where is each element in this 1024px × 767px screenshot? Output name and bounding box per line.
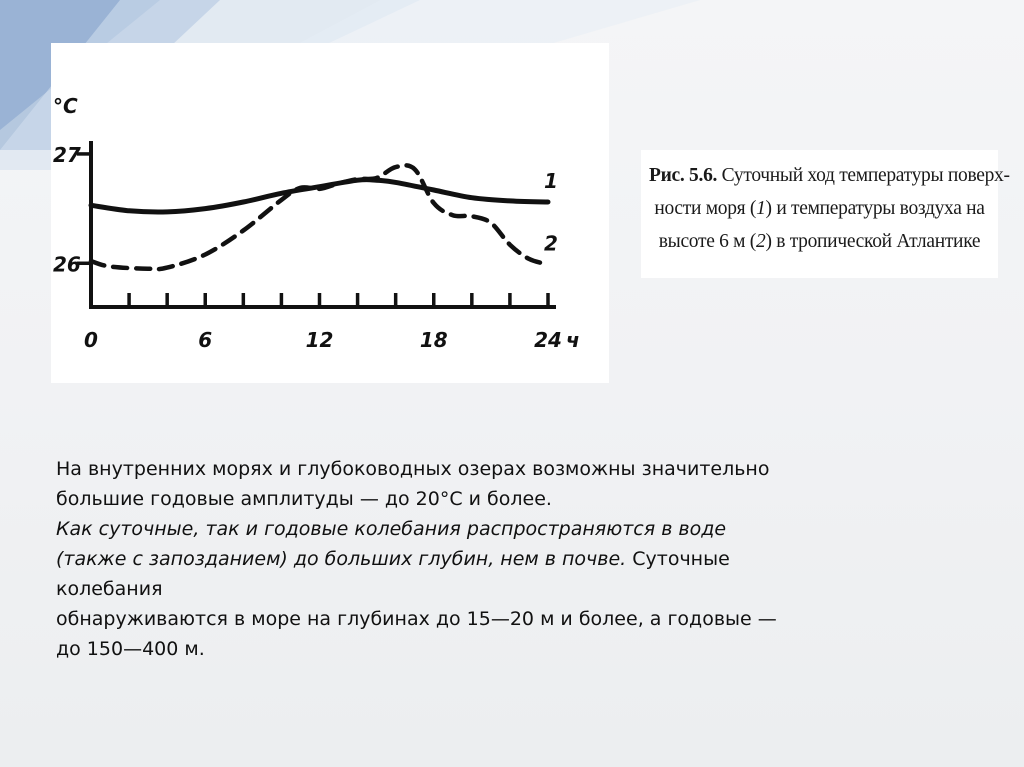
x-tick-label: 6 [198, 328, 213, 352]
caption-text: Суточный ход температуры поверх- [717, 165, 1010, 186]
x-tick-label: 24 [534, 328, 562, 352]
caption-text: ) и температуры воздуха на [765, 198, 985, 219]
body-line [56, 634, 986, 664]
x-tick-label: 0 [84, 328, 98, 352]
body-text-run: На внутренних морях и глубоководных озерах возможны значительно [56, 458, 770, 480]
caption-series-ref: 1 [756, 198, 766, 219]
body-line [56, 484, 986, 514]
y-axis-label: °C [53, 94, 78, 118]
series-label-2: 2 [544, 231, 558, 256]
body-text-run-italic: Как суточные, так и годовые колебания распространяются в воде [56, 518, 727, 540]
body-line [56, 574, 986, 604]
caption-line [649, 225, 990, 258]
series-label-1: 1 [544, 169, 558, 194]
caption-line [649, 192, 990, 225]
body-text-run-italic: (также с запозданием) до больших глубин, нем в почве. [56, 548, 627, 570]
caption-text: высоте 6 м ( [658, 231, 756, 252]
caption-text: ) в тропической Атлантике [765, 231, 981, 252]
caption-series-ref: 2 [755, 231, 766, 252]
caption-line [649, 159, 1010, 192]
caption-figure-number: Рис. 5.6. [649, 165, 718, 186]
body-line [56, 514, 986, 544]
y-tick-label: 26 [53, 252, 81, 277]
body-text-run: до 150—400 м. [56, 638, 205, 660]
body-text-run: обнаруживаются в море на глубинах до 15—20 м и более, а годовые — [56, 608, 777, 630]
body-text-run: большие годовые амплитуды — до 20°С и более. [56, 488, 552, 510]
body-line [56, 544, 986, 574]
x-axis-label: ч [566, 328, 580, 352]
caption-text: ности моря ( [654, 198, 757, 219]
body-paragraph [56, 454, 986, 664]
series-line-1 [91, 180, 548, 212]
x-tick-label: 12 [305, 328, 334, 352]
chart-figure [51, 43, 609, 383]
chart-svg [51, 43, 609, 383]
figure-caption [641, 150, 1010, 278]
body-text-run: колебания [56, 578, 163, 600]
body-text-run: Суточные [626, 548, 730, 570]
body-line [56, 454, 986, 484]
y-tick-label: 27 [53, 142, 81, 167]
series-line-2 [91, 165, 548, 269]
body-line [56, 604, 986, 634]
x-tick-label: 18 [419, 328, 448, 352]
